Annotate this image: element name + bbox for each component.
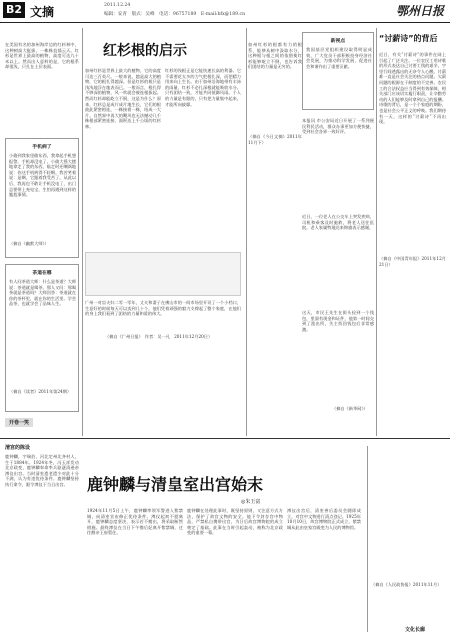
page-header	[0, 0, 450, 24]
mid-box-text: 我国基层党组织建设取得明显成效，广大党员干部积极投身经济社会发展，为推动科学发展、促进社会和谐作出了重要贡献。	[306, 47, 372, 69]
sidebar-box-1-text: 小偷到我家里偷东西，我拿起手机想报警，手机却没电了。小偷大摇大摆地拿走了我的东西，临走时还嘲讽地说：你这手机病得不轻啊。我苦笑着说：是啊，它跟着我受苦了。从此以后，我再也不敢让手机没电了，出门总要带上充电宝，生怕再遇到这样的尴尬事情。	[9, 153, 76, 198]
right-article-title: “讨薪诗”的背后	[379, 34, 438, 43]
mid-news-source: （摘自《新华网》）	[332, 406, 368, 411]
mid-box	[302, 32, 374, 110]
mid-news-c: 这天，市民王先生在街头捡到一个钱包，里面有现金和证件，他第一时间交到了派出所，失主找回钱包后非常感激。	[302, 310, 374, 332]
photo-placeholder	[85, 252, 241, 296]
main-article-cont	[248, 28, 302, 436]
sidebar-box-1-title: 手机病了	[32, 145, 52, 150]
bottom-article	[5, 442, 445, 636]
col-divider-1	[82, 28, 83, 436]
bottom-source: （摘自《人民政协报》2011年11月）	[371, 582, 442, 587]
right-article-body: 近日，有关“讨薪诗”的事件在网上引起了广泛关注。一位农民工用诗歌的形式表达自己讨要工钱的艰辛，字里行间透露出的无奈令人心酸。讨薪难一直是社会关注的热点问题。欠薪问题的根源在于制度的不完善。农民工的合法权益应当得到有效保障，相关部门应该切实履行职责，让辛勤劳动的人们能够及时拿到自己的报酬。诗歌的背后，是一个个家庭的期盼，也是社会公平正义的呼唤。我们期待有一天，这样的“讨薪诗”不再出现。	[379, 52, 446, 125]
bottom-left-head: 清宫的陈设	[5, 445, 31, 451]
bottom-body-c: 溥仪出宫后，清室善后委员会随即成立，对宫中文物进行清点登记。1925年10月10日，故宫博物院正式成立，紫禁城从此由皇家宫殿变为人民的博物馆。	[287, 508, 361, 530]
page-code: B2	[3, 2, 25, 18]
sidebar-box-1-source: （摘自《幽默大师》）	[9, 241, 49, 246]
mid-news-b: 近日，一位老人在公交车上突发疾病，司机和乘客及时施救，将老人送往医院。老人家属特地送来锦旗表示感谢。	[302, 214, 374, 231]
right-article-source: （摘自《中国青年报》2011年12月21日）	[379, 256, 446, 267]
left-sidebar	[5, 28, 79, 436]
bottom-divider	[367, 446, 368, 632]
bottom-article-title: 鹿钟麟与清皇室出宫始末	[87, 475, 264, 494]
sidebar-box-2	[5, 264, 79, 412]
main-byline: （摘自《广州日报》 作者：吴一凡 2011年12月20日）	[105, 334, 213, 339]
mid-news-a: 本报讯 市公安局近日开展了一系列便民利民活动，群众办事更加方便快捷，受到社会各界一致好评。	[302, 118, 374, 135]
sidebar-box-2-text: 有人问茶道大师：什么是茶道？大师说：茶道就是喝茶。那人又问：那喝茶就是茶道吗？大师回答：茶道就在你的茶杯里，就在你的生活里。学会品茶，也就学会了品味人生。	[9, 279, 76, 307]
main-article-title: 红杉根的启示	[103, 43, 187, 59]
mid-box-title: 新视点	[330, 39, 346, 44]
main-article-source: （摘自《今日文摘》2011年11月下）	[248, 134, 302, 145]
footer-tag: 文化长廊	[405, 627, 426, 633]
col-divider-2	[246, 28, 247, 436]
bottom-body-a: 1924年11月5日上午，鹿钟麟率领军警进入紫禁城，向清室宣布修正优待条件。溥仪起初不愿离开，鹿钟麟态度坚决，表示若不搬出，将采取断然措施。最终溥仪在当日下午携后妃离开紫禁城，迁往醇亲王府暂住。	[87, 508, 183, 536]
lead-text: 在美国有名的加州海岸边的红杉林中，这种树高大挺拔，一株株直插云天。红杉是世界上最高的植物，高度可达九十米以上。然而出人意料的是，它的根系却很浅，只扎在土层表面。	[5, 42, 79, 70]
sidebar-box-2-title: 茶道在哪	[32, 271, 52, 276]
main-article	[85, 28, 243, 436]
mid-news	[302, 28, 374, 436]
masthead: 鄂州日报	[395, 4, 444, 18]
bottom-left-text: 鹿钟麟，字瑞伯，河北定州北齐村人，生于1884年。1924年冬，冯玉祥发动北京政变，鹿钟麟奉命率兵驱逐清逊帝溥仪出宫。当时清室遗老遗少对此十分不满，认为有违优待条件。鹿钟麟坚持执行命令，限令溥仪于当日出宫。	[5, 454, 79, 487]
sidebar-box-1	[5, 138, 79, 258]
main-article-body-b: 红杉的浅根正是它能快速长高的利器。它不需要花太多的力气把根扎深，而把精力用来向上生长。由于加州沿海地带有丰沛的雨量，红杉不必扎深根就能吸收水分。只有团结一致，才能共同抵御风雨。个人的力量是有限的，只有把力量集中起来，才能所向披靡。	[165, 68, 241, 107]
bottom-body-b: 鹿钟麟在处理此事时，既坚持原则，又注意方式方法，保护了故宫文物的安全。他下令封存宫中物品，严禁私自携带出宫，为日后故宫博物院的成立奠定了基础。此事在当时引起轰动，被称为北京政变的重要一幕。	[187, 508, 283, 536]
header-rule	[0, 22, 450, 23]
photo-caption: 广州一对盲夫妇二零一零年，丈夫和妻子在佛山市的一间市场里开设了一个小档口，生意好的时候每天可以卖到几十个，他们凭着顽强的毅力支撑起了整个家庭，在他们的身上我们看到了团结的力量和爱的伟大。	[85, 300, 241, 317]
editor-line: 编辑：安青 版式：吴峰 电话：96757189 E-mail:bfx@189.cn	[104, 12, 246, 17]
bottom-author: ◎朱玉富	[241, 499, 261, 505]
section-name: 文摘	[30, 5, 55, 19]
section-divider	[0, 438, 450, 439]
more-link[interactable]: 开卷一笑	[5, 418, 33, 427]
col-divider-3	[376, 28, 377, 436]
main-article-body-c: 加州红杉的根都有力的根系，能够从树中汲取水分，这种根与根之间的依偎使红杉能够屹立不倒，也告诉我们团结的力量是无穷的。	[248, 42, 302, 70]
main-article-body-a: 加州红杉是世界上最大的植物，它的高度可达三百英尺。一般来说，越是高大的植物，它的根扎得越深。但是红杉的根只是浅浅地浮在地表而已。一般而言，根扎得不够深的植物，风一吹就会被连根拔起。然而红杉却能屹立不倒，这是为什么？原来，红杉总是成片成片地生长，它们的根彼此紧密相连，一株接着一株，结成一大片。自然界中再大的飓风也无法撼动几千株根部紧密连接、面积达上千公顷的红杉林。	[85, 68, 161, 129]
date-line: 2011.12.24	[104, 3, 131, 8]
sidebar-box-2-source: （摘自《读者》2011年第24期）	[9, 389, 72, 394]
right-article	[379, 28, 446, 436]
